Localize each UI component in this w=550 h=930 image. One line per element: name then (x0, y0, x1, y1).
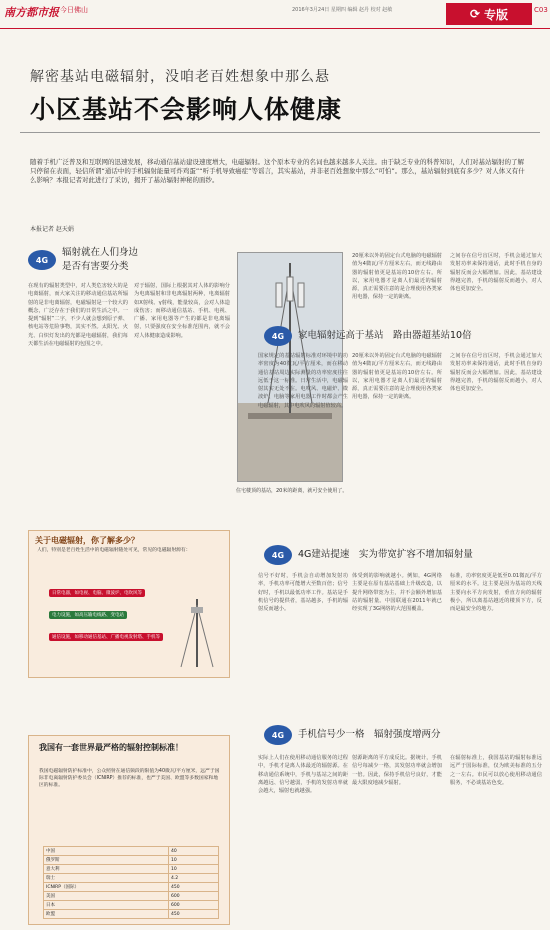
table-row (44, 874, 219, 883)
section4-text-2: 射源距离的平方成反比。据统计，手机信号每减少一格，其发射功率就会增加一倍。因此，保持手机信号良好，才能最大限度地减少辐射。 (352, 755, 442, 786)
table-cell-label: 日本 (44, 901, 169, 910)
table-row (44, 856, 219, 865)
section3-text-2: 体受到的影响就越小。例如，4G网络主要是在原有基站基础上升级改造，以提升网络带宽为主，并不会额外增加基站的辐射量。中国联通在2011年就已经实现了3G网络的大范围覆盖。 (352, 573, 442, 613)
info-box-radiation (28, 530, 230, 678)
section1-column-1 (28, 282, 128, 522)
edition-name: 今日佛山 (60, 6, 88, 14)
table-cell-value: 10 (169, 865, 219, 874)
section1-column-2 (134, 282, 230, 522)
standards-table (43, 846, 219, 919)
section1-text-1: 在现有的辐射类型中，对人类危害较大的是电离辐射，而大家关注的移动通信基站所辐射的是非电离辐射，电磁辐射是一个较大的概念，广泛存在于我们的日常生活之中。一提到“辐射”二字，不少人就会想到原子弹、核电站等危险事物，其实不然。太阳光、火光、白炽灯发出的光都是电磁辐射，我们每天都生活在电磁辐射的包围之中。 (28, 283, 128, 348)
info-box-standards (28, 735, 230, 925)
info-tag-power: 电力设施，如高压输电线路、变电站 (49, 611, 127, 619)
section1-text-2: 对于辐射，国际上根据其对人体的影响分为电离辐射和非电离辐射两种，电离辐射如X射线、γ射线，能量较高，会对人体造成伤害；而移动通信基站、手机、电视、广播、家用电器等产生的都是非电离辐射，只要强度在安全标准范围内，就不会对人体健康造成影响。 (134, 283, 230, 339)
table-row (44, 847, 219, 856)
masthead-divider (0, 28, 550, 29)
table-cell-value: 600 (169, 892, 219, 901)
section-banner (446, 3, 532, 25)
section2-column-0b (450, 252, 542, 332)
section3-title: 4G建站提速 实为带宽扩容不增加辐射量 (298, 549, 473, 560)
section2-text-1: 国家规定的基站辐射标准对环境中的功率密度为40微瓦/平方厘米，而在移动通信基站周边实际测量的功率密度往往远低于这一标准。日常生活中，电磁辐射其实无处不在。电吹风、电磁炉、微波炉、电脑等家用电器工作时都会产生电磁辐射，其中电吹风的辐射值较高。 (258, 353, 348, 409)
4g-badge-icon: 4G (28, 250, 56, 270)
issue-date: 2016年3月24日 星期四 编辑 赵丹 校对 赵敏 (292, 7, 393, 13)
section2-text-0b: 之间存在信号盲区时，手机会通过加大发射功率来保持通话，此时手机自身的辐射反而会大幅增加。因此，基站建设得越完善，手机的辐射反而越小，对人体也更加安全。 (450, 253, 542, 293)
section3-text-3: 标准，功率密度更是低至0.01微瓦/平方厘米的水平。这主要是因为基站的天线主要向水平方向发射，垂直方向的辐射极小，所以离基站越近的楼顶下方，反而是最安全的地方。 (450, 573, 542, 613)
info-tag-telecom: 通信设施，如移动通信基站、广播电视发射塔、手机等 (49, 633, 163, 641)
refresh-icon: ⟳ (469, 7, 481, 21)
table-row (44, 892, 219, 901)
byline: 本报记者 赵天娟 (30, 226, 74, 233)
headline-divider (20, 132, 540, 133)
section2-text-3: 之间存在信号盲区时，手机会通过加大发射功率来保持通话，此时手机自身的辐射反而会大幅增加。因此，基站建设得越完善，手机的辐射反而越小，对人体也更加安全。 (450, 353, 542, 393)
section4-text-3: 在辐射标准上，我国基站的辐射标准远远严于国际标准，仅为欧美标准的五分之一左右。市民可以放心使用移动通信服务，不必谈基站色变。 (450, 755, 542, 786)
newspaper-logo: 南方都市报 (4, 6, 59, 19)
section2-column-2 (352, 352, 442, 522)
section4-column-2 (352, 754, 442, 926)
4g-badge-icon: 4G (264, 326, 292, 346)
section2-text-2: 20厘米以外的固定台式电脑的电磁辐射值为4微瓦/平方厘米左右，而无线路由器的辐射值更是基站的10倍左右。所以，家用电器才是离人们最近的辐射源，真正需要注意的是合理使用各类家用电器，保持一定的距离。 (352, 353, 442, 401)
article-lead: 随着手机广泛普及和互联网的迅速发展，移动通信基站建设速度增大，电磁辐射。这个原本专业的名词也越来越多人关注。由于缺乏专业的科普知识，人们对基站辐射的了解只停留在表面，轻信所谓“通话中的手机辐射能量可炸鸡蛋”“听手机导致癌症”等谣言，其实基站，并非老百姓想象中那么“可怕”。那么，基站辐射到底有多少？对人体又有什么影响？本报记者对此进行了采访，揭开了基站辐射神秘的面纱。 (30, 158, 525, 184)
table-cell-label: 意大利 (44, 865, 169, 874)
table-row (44, 901, 219, 910)
section3-text-1: 信号不好时，手机会自动增加发射功率，手机功率可能增大至数百倍；信号好时，手机以最低功率工作。基站是手机信号的提供者，基站越多，手机的辐射反而越小。 (258, 573, 348, 613)
info-box-intro: 人们，特别是老百姓生活中的电磁辐射随处可见，常见的电磁辐射源有： (37, 548, 191, 553)
table-cell-value: 600 (169, 901, 219, 910)
section2-column-1 (258, 352, 348, 522)
section3-column-3 (450, 572, 542, 700)
section2-title: 家电辐射远高于基站 路由器超基站10倍 (298, 330, 472, 341)
section-label: 专版 (484, 7, 509, 22)
masthead (0, 0, 550, 32)
section4-header (264, 725, 441, 745)
section1-title-line2: 是否有害要分类 (62, 261, 129, 272)
article-kicker: 解密基站电磁辐射，没咱老百姓想象中那么悬 (30, 69, 330, 85)
section1-title-line1: 辐射就在人们身边 (62, 247, 139, 258)
section3-column-2 (352, 572, 442, 700)
tower-illustration (169, 595, 225, 671)
table-cell-value: 4.2 (169, 874, 219, 883)
table-row (44, 865, 219, 874)
table-cell-value: 40 (169, 847, 219, 856)
info-box2-title: 我国有一套世界最严格的辐射控制标准！ (39, 743, 183, 752)
photo-caption: 住宅楼顶的基站，20米的距离，就可安全使用了。 (236, 488, 348, 494)
section4-text-1: 实际上人们在使用移动通信服务的过程中，手机才是离人体最近的辐射源。在移动通信系统中，手机与基站之间的距离越远、信号越弱，手机的发射功率就会越大，辐射也就越强。 (258, 755, 348, 795)
table-row (44, 910, 219, 919)
article-headline: 小区基站不会影响人体健康 (30, 95, 343, 124)
table-cell-label: 瑞士 (44, 874, 169, 883)
4g-badge-icon: 4G (264, 545, 292, 565)
section4-column-3 (450, 754, 542, 926)
info-box2-intro: 我国电磁辐射防护标准中，公众照射在通信频段的限值为40微瓦/平方厘米，远严于国际非电离辐射防护委员会（ICNIRP）推荐的标准，也严于美国、欧盟等多数国家和地区的标准。 (39, 769, 220, 788)
section2-column-3 (450, 352, 542, 522)
table-cell-value: 450 (169, 883, 219, 892)
table-cell-label: 美国 (44, 892, 169, 901)
section4-title: 手机信号少一格 辐射强度增两分 (298, 729, 441, 740)
section1-header (28, 246, 138, 274)
table-cell-label: 欧盟 (44, 910, 169, 919)
info-tag-appliances: 日常电器，如电视、电脑、微波炉、电吹风等 (49, 589, 145, 597)
table-cell-label: 俄罗斯 (44, 856, 169, 865)
section2-text-0: 20厘米以外的固定台式电脑的电磁辐射值为4微瓦/平方厘米左右，而无线路由器的辐射值更是基站的10倍左右。所以，家用电器才是离人们最近的辐射源，真正需要注意的是合理使用各类家用电器，保持一定的距离。 (352, 253, 442, 301)
page-number: C03 (534, 6, 548, 14)
section3-header (264, 545, 473, 565)
table-cell-value: 450 (169, 910, 219, 919)
section4-column-1 (258, 754, 348, 926)
section3-column-1 (258, 572, 348, 700)
table-cell-label: ICNIRP（国际） (44, 883, 169, 892)
table-cell-value: 10 (169, 856, 219, 865)
table-row (44, 883, 219, 892)
section2-column-0 (352, 252, 442, 332)
4g-badge-icon: 4G (264, 725, 292, 745)
table-cell-label: 中国 (44, 847, 169, 856)
info-box-title: 关于电磁辐射，你了解多少？ (35, 536, 139, 545)
